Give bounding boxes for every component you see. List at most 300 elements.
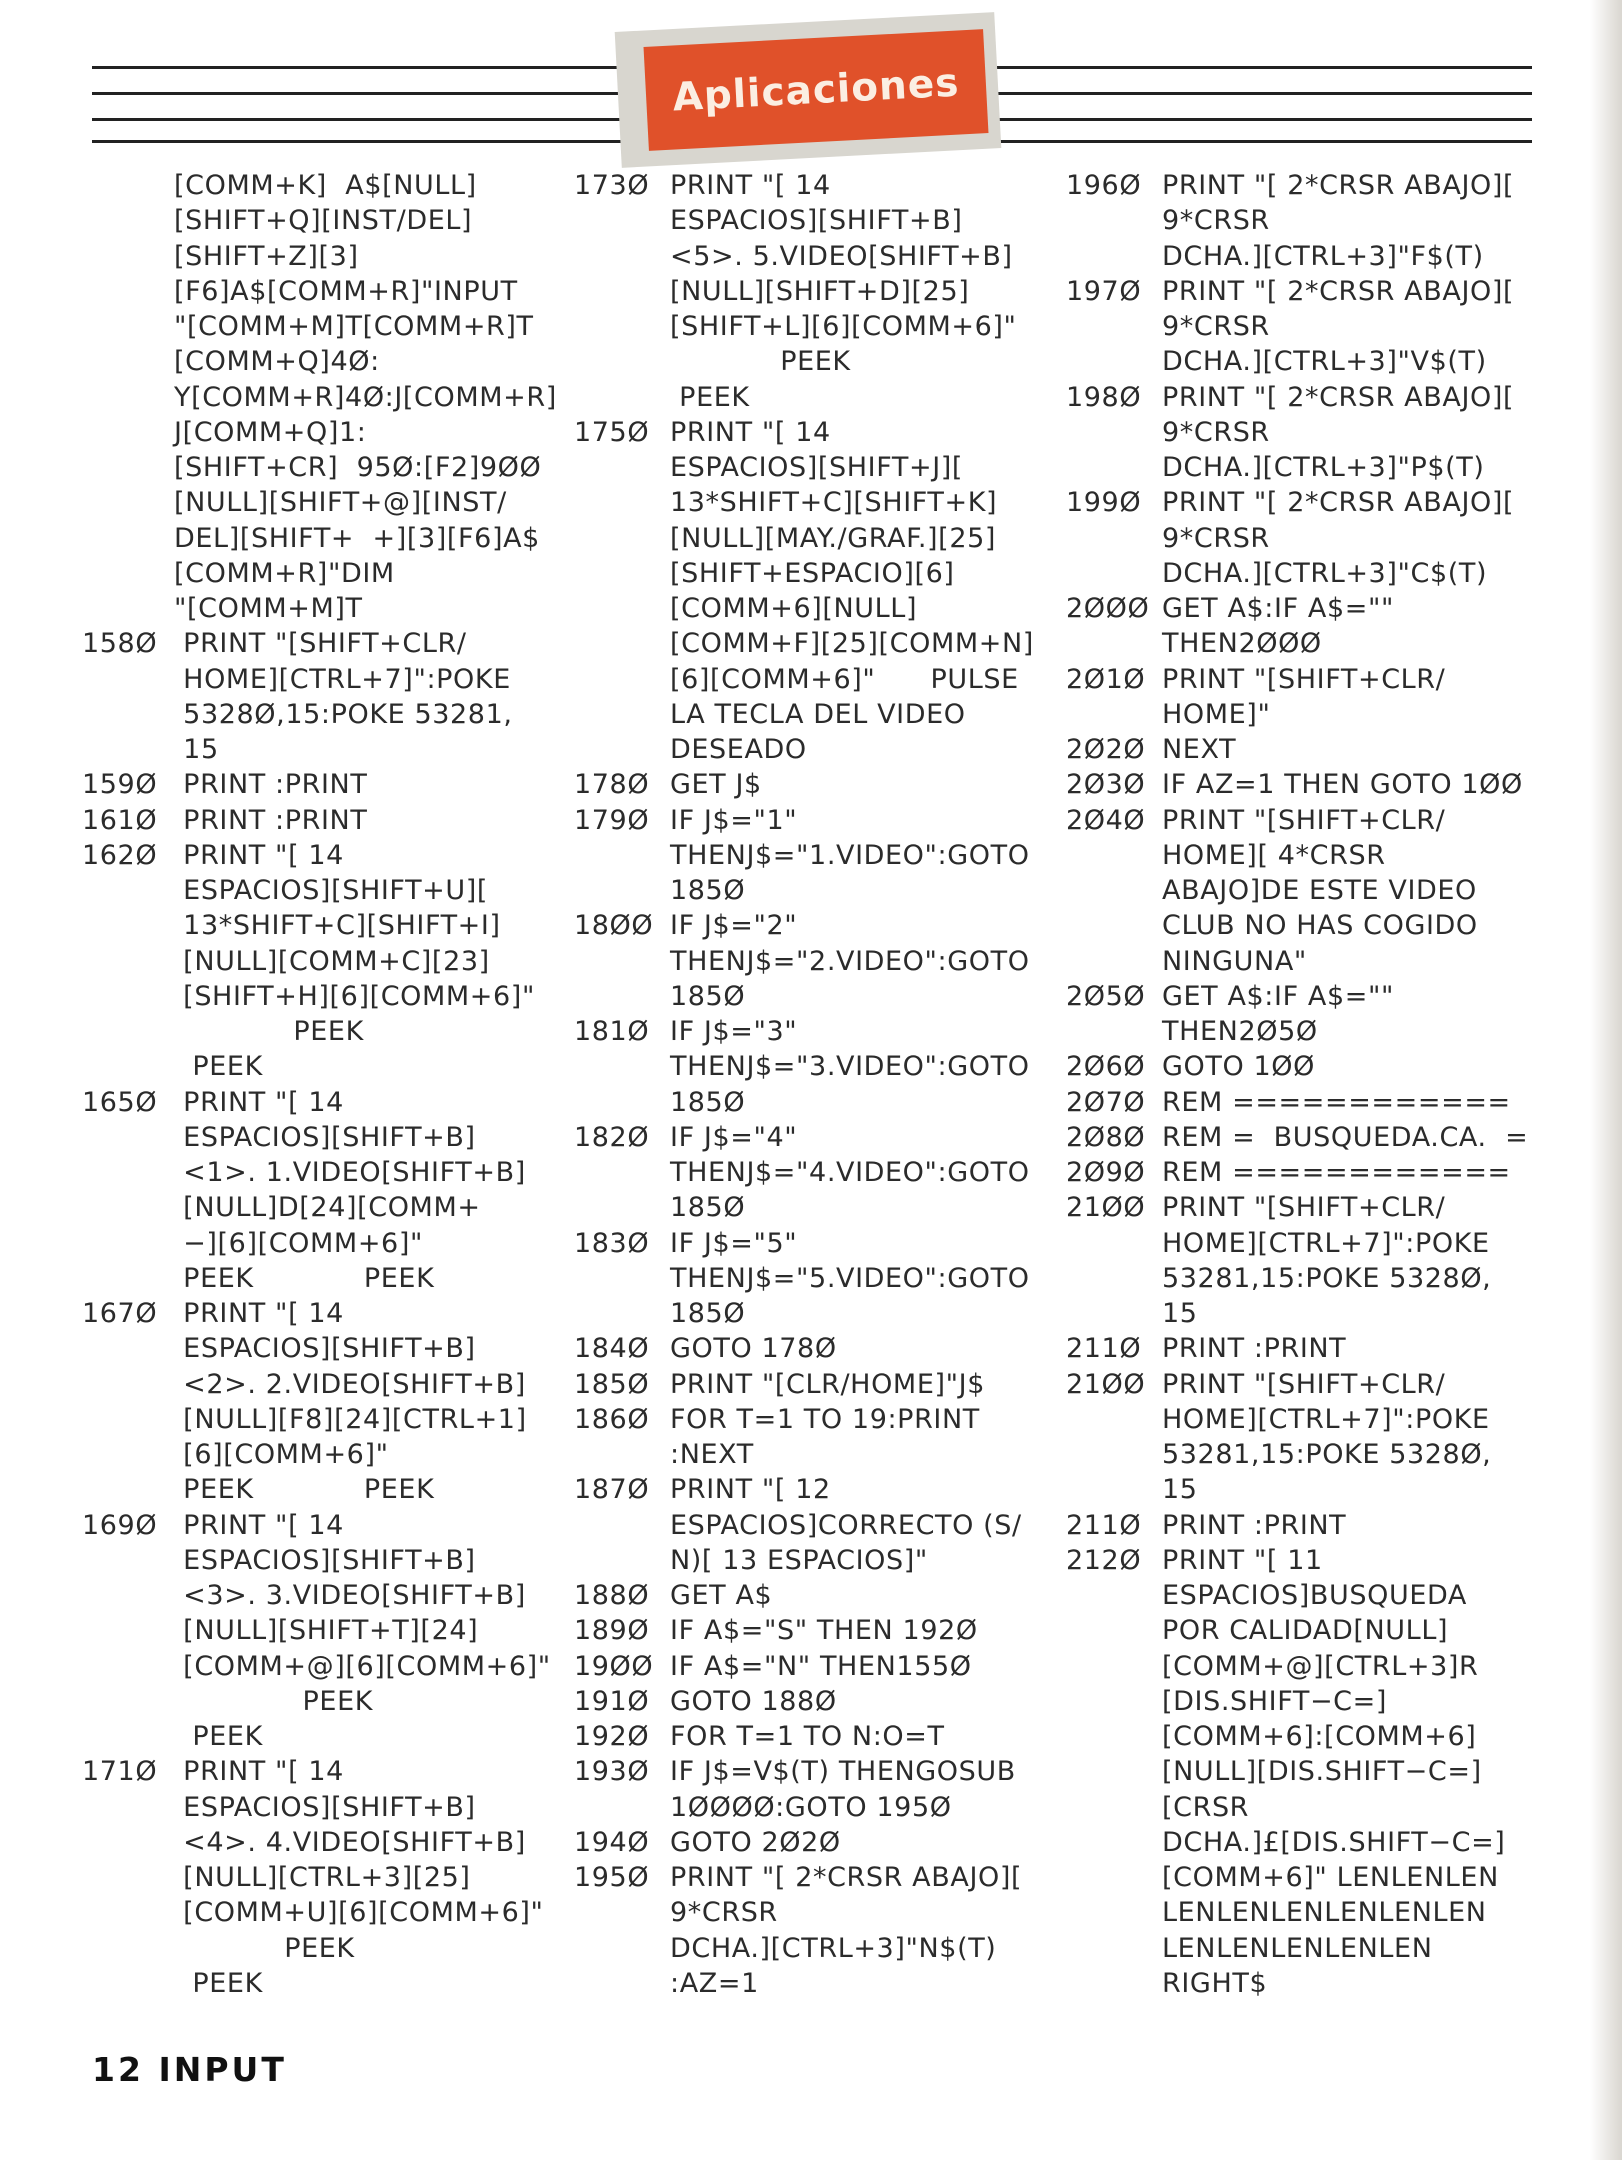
- code-line: [1066, 274, 1530, 309]
- line-number: 19ØØ: [574, 1650, 654, 1682]
- code-line: [1066, 1296, 1530, 1331]
- line-number: 2Ø1Ø: [1066, 663, 1146, 695]
- code-line: [1066, 1613, 1530, 1648]
- code-text: IF A$="S" THEN 192Ø: [670, 1615, 978, 1647]
- code-line: [574, 1578, 1052, 1613]
- code-line: [82, 1085, 552, 1120]
- code-line: [82, 274, 552, 309]
- code-text: IF J$=V$(T) THENGOSUB: [670, 1756, 1016, 1788]
- code-text: IF AZ=1 THEN GOTO 1ØØ: [1162, 769, 1523, 801]
- code-line: [82, 1860, 552, 1895]
- code-line: [1066, 1508, 1530, 1543]
- code-text: 9*CRSR: [1162, 205, 1270, 237]
- code-line: [82, 1931, 552, 1966]
- code-line: [1066, 873, 1530, 908]
- code-text: PRINT "[ 14: [670, 416, 831, 448]
- line-number: 162Ø: [82, 839, 158, 871]
- code-line: [82, 697, 552, 732]
- code-text: 185Ø: [670, 1192, 746, 1224]
- code-text: PEEK: [174, 1685, 374, 1717]
- line-number: 2Ø9Ø: [1066, 1157, 1146, 1188]
- code-text: [COMM+@][CTRL+3]R: [1162, 1650, 1479, 1682]
- code-text: 15: [174, 734, 219, 765]
- code-line: [82, 1613, 552, 1648]
- code-line: [82, 1120, 552, 1155]
- code-text: 1ØØØØ:GOTO 195Ø: [670, 1791, 952, 1823]
- code-text: CLUB NO HAS COGIDO: [1162, 910, 1478, 942]
- code-text: PRINT "[ 14: [670, 170, 831, 201]
- code-line: [82, 1790, 552, 1825]
- code-line: [574, 203, 1052, 238]
- code-line: [1066, 1754, 1530, 1789]
- code-line: [82, 1261, 552, 1296]
- code-line: [1066, 344, 1530, 379]
- code-line: [82, 239, 552, 274]
- code-text: 9*CRSR: [1162, 522, 1270, 554]
- code-text: ESPACIOS][SHIFT+U][: [174, 875, 489, 906]
- code-text: PEEK: [174, 1051, 263, 1083]
- line-number: 21ØØ: [1066, 1192, 1146, 1224]
- code-text: J[COMM+Q]1:: [174, 416, 367, 448]
- code-line: [574, 1895, 1052, 1930]
- code-line: [574, 1719, 1052, 1754]
- code-line: [82, 1472, 552, 1507]
- code-line: [82, 1402, 552, 1437]
- code-text: IF J$="5": [670, 1227, 798, 1259]
- code-text: [COMM+6]:[COMM+6]: [1162, 1721, 1477, 1752]
- code-line: [1066, 1049, 1530, 1084]
- code-line: [574, 1613, 1052, 1648]
- code-text: ESPACIOS][SHIFT+B]: [174, 1544, 476, 1576]
- code-text: PRINT :PRINT: [174, 769, 368, 801]
- code-line: [574, 944, 1052, 979]
- code-line: [1066, 1472, 1530, 1507]
- code-line: [574, 979, 1052, 1014]
- code-text: "[COMM+M]T: [174, 593, 363, 624]
- page-number: 12: [92, 2050, 144, 2089]
- line-number: 181Ø: [574, 1016, 650, 1047]
- code-line: [574, 591, 1052, 626]
- code-line: [1066, 732, 1530, 767]
- code-text: PRINT "[ 2*CRSR ABAJO][: [1162, 275, 1515, 307]
- code-line: [1066, 1860, 1530, 1895]
- code-line: [82, 415, 552, 450]
- code-line: [574, 239, 1052, 274]
- code-text: DCHA.][CTRL+3]"F$(T): [1162, 240, 1484, 272]
- line-number: 2Ø2Ø: [1066, 734, 1146, 765]
- code-text: PRINT "[ 14: [174, 839, 344, 871]
- line-number: 183Ø: [574, 1227, 650, 1259]
- code-line: [82, 1190, 552, 1225]
- code-text: GET A$: [670, 1580, 773, 1611]
- code-text: PEEK: [174, 1721, 263, 1752]
- code-text: ESPACIOS][SHIFT+J][: [670, 452, 964, 483]
- code-text: ESPACIOS][SHIFT+B]: [174, 1791, 476, 1823]
- code-line: [1066, 1120, 1530, 1155]
- code-line: [82, 1684, 552, 1719]
- line-number: 2Ø5Ø: [1066, 980, 1146, 1012]
- code-text: HOME]": [1162, 698, 1271, 730]
- code-column-2: [574, 168, 1052, 2001]
- code-text: PEEK: [174, 1932, 355, 1964]
- code-text: [COMM+Q]4Ø:: [174, 346, 380, 378]
- code-line: [574, 309, 1052, 344]
- section-tag: [644, 29, 989, 151]
- code-text: IF J$="3": [670, 1016, 798, 1047]
- code-line: [1066, 415, 1530, 450]
- code-line: [1066, 838, 1530, 873]
- code-text: REM = BUSQUEDA.CA. =: [1162, 1121, 1529, 1153]
- code-line: [1066, 1226, 1530, 1261]
- code-text: IF A$="N" THEN155Ø: [670, 1650, 972, 1682]
- line-number: 2Ø7Ø: [1066, 1086, 1146, 1118]
- code-text: <2>. 2.VIDEO[SHIFT+B]: [174, 1368, 526, 1400]
- code-line: [1066, 380, 1530, 415]
- code-text: PRINT "[ 2*CRSR ABAJO][: [670, 1862, 1023, 1893]
- code-line: [574, 1931, 1052, 1966]
- code-text: 15: [1162, 1298, 1198, 1329]
- code-text: [SHIFT+ESPACIO][6]: [670, 557, 955, 589]
- code-line: [1066, 1825, 1530, 1860]
- line-number: 191Ø: [574, 1685, 650, 1717]
- code-line: [1066, 1966, 1530, 2001]
- page-edge-shadow: [1590, 0, 1622, 2160]
- code-line: [574, 1226, 1052, 1261]
- code-text: PRINT "[SHIFT+CLR/: [1162, 663, 1446, 695]
- code-line: [574, 1296, 1052, 1331]
- code-line: [82, 1296, 552, 1331]
- code-line: [82, 1966, 552, 2001]
- code-text: THENJ$="1.VIDEO":GOTO: [670, 839, 1030, 871]
- code-line: [82, 662, 552, 697]
- code-line: [1066, 1402, 1530, 1437]
- code-line: [1066, 168, 1530, 203]
- code-line: [82, 1226, 552, 1261]
- code-line: [82, 556, 552, 591]
- line-number: 178Ø: [574, 769, 650, 801]
- code-line: [1066, 1543, 1530, 1578]
- line-number: 211Ø: [1066, 1333, 1142, 1365]
- code-text: [SHIFT+Z][3]: [174, 240, 359, 272]
- line-number: 193Ø: [574, 1756, 650, 1788]
- code-text: "[COMM+M]T[COMM+R]T: [174, 311, 534, 342]
- code-line: [574, 1120, 1052, 1155]
- code-line: [1066, 697, 1530, 732]
- code-text: [6][COMM+6]" PULSE: [670, 663, 1019, 695]
- code-text: PRINT "[SHIFT+CLR/: [1162, 804, 1446, 836]
- code-line: [82, 1895, 552, 1930]
- code-text: REM ============: [1162, 1086, 1511, 1118]
- code-line: [1066, 521, 1530, 556]
- code-text: HOME][CTRL+7]":POKE: [174, 663, 511, 695]
- code-text: [NULL][SHIFT+D][25]: [670, 275, 970, 307]
- code-line: [574, 1684, 1052, 1719]
- code-line: [82, 1014, 552, 1049]
- code-line: [574, 1472, 1052, 1507]
- code-line: [1066, 1931, 1530, 1966]
- code-line: [1066, 626, 1530, 661]
- code-text: POR CALIDAD[NULL]: [1162, 1615, 1449, 1647]
- code-line: [82, 309, 552, 344]
- code-column-1: [82, 168, 557, 2001]
- code-line: [1066, 662, 1530, 697]
- code-text: [COMM+F][25][COMM+N]: [670, 628, 1034, 660]
- code-text: GOTO 1ØØ: [1162, 1051, 1315, 1083]
- code-text: [F6]A$[COMM+R]"INPUT: [174, 275, 518, 307]
- code-text: 13*SHIFT+C][SHIFT+I]: [174, 910, 501, 942]
- code-line: [574, 626, 1052, 661]
- line-number: 194Ø: [574, 1826, 650, 1858]
- code-line: [82, 1543, 552, 1578]
- code-text: PEEK: [670, 381, 750, 413]
- code-text: PRINT :PRINT: [1162, 1333, 1347, 1365]
- code-line: [574, 1543, 1052, 1578]
- code-text: [6][COMM+6]": [174, 1439, 389, 1470]
- line-number: 188Ø: [574, 1580, 650, 1611]
- code-line: [574, 1437, 1052, 1472]
- code-text: PRINT "[ 14: [174, 1509, 344, 1541]
- code-text: [NULL][MAY./GRAF.][25]: [670, 522, 997, 554]
- code-line: [574, 1402, 1052, 1437]
- code-text: HOME][CTRL+7]":POKE: [1162, 1227, 1490, 1259]
- code-line: [574, 1190, 1052, 1225]
- line-number: 199Ø: [1066, 487, 1142, 519]
- code-line: [574, 1049, 1052, 1084]
- code-text: PRINT "[ 14: [174, 1756, 344, 1788]
- line-number: 165Ø: [82, 1086, 158, 1118]
- code-text: Y[COMM+R]4Ø:J[COMM+R]: [174, 381, 557, 413]
- line-number: 196Ø: [1066, 170, 1142, 201]
- code-text: :AZ=1: [670, 1967, 759, 1999]
- code-text: ABAJO]DE ESTE VIDEO: [1162, 875, 1477, 906]
- code-line: [1066, 1895, 1530, 1930]
- code-text: PRINT "[SHIFT+CLR/: [1162, 1368, 1446, 1400]
- code-line: [574, 1860, 1052, 1895]
- code-line: [82, 1578, 552, 1613]
- code-line: [574, 1085, 1052, 1120]
- code-text: IF J$="4": [670, 1121, 798, 1153]
- code-text: PRINT "[ 2*CRSR ABAJO][: [1162, 487, 1515, 519]
- code-text: PRINT "[ 12: [670, 1474, 831, 1506]
- code-line: [574, 1367, 1052, 1402]
- code-text: THENJ$="3.VIDEO":GOTO: [670, 1051, 1030, 1083]
- code-text: PRINT "[ 14: [174, 1086, 344, 1118]
- page-footer: [92, 2050, 287, 2089]
- code-text: PRINT "[SHIFT+CLR/: [1162, 1192, 1446, 1224]
- line-number: 211Ø: [1066, 1509, 1142, 1541]
- line-number: 212Ø: [1066, 1544, 1142, 1576]
- code-line: [1066, 1578, 1530, 1613]
- code-line: [82, 873, 552, 908]
- code-text: ESPACIOS][SHIFT+B]: [670, 205, 963, 237]
- code-line: [574, 662, 1052, 697]
- line-number: 161Ø: [82, 804, 158, 836]
- code-text: THENJ$="4.VIDEO":GOTO: [670, 1157, 1030, 1188]
- code-text: [COMM+6]" LENLENLEN: [1162, 1862, 1499, 1893]
- code-line: [574, 803, 1052, 838]
- code-text: 185Ø: [670, 1298, 746, 1329]
- code-text: [SHIFT+CR] 95Ø:[F2]9ØØ: [174, 452, 542, 483]
- code-line: [574, 873, 1052, 908]
- code-text: THEN2ØØØ: [1162, 628, 1322, 660]
- code-text: [COMM+R]"DIM: [174, 557, 395, 589]
- code-text: ESPACIOS][SHIFT+B]: [174, 1333, 476, 1365]
- code-text: [NULL][F8][24][CTRL+1]: [174, 1403, 527, 1435]
- code-text: PEEK: [670, 346, 851, 378]
- code-text: LA TECLA DEL VIDEO: [670, 698, 966, 730]
- code-text: PRINT "[ 2*CRSR ABAJO][: [1162, 170, 1515, 201]
- code-line: [574, 274, 1052, 309]
- line-number: 18ØØ: [574, 910, 654, 942]
- line-number: 158Ø: [82, 628, 158, 660]
- code-text: GOTO 2Ø2Ø: [670, 1826, 841, 1858]
- code-text: GOTO 178Ø: [670, 1333, 837, 1365]
- code-text: REM ============: [1162, 1157, 1511, 1188]
- code-text: LENLENLENLENLEN: [1162, 1932, 1433, 1964]
- code-text: PEEK PEEK: [174, 1262, 435, 1294]
- code-line: [574, 556, 1052, 591]
- code-line: [574, 450, 1052, 485]
- code-line: [1066, 556, 1530, 591]
- code-text: THEN2Ø5Ø: [1162, 1016, 1318, 1047]
- code-line: [82, 1508, 552, 1543]
- code-text: PRINT :PRINT: [174, 804, 368, 836]
- line-number: 185Ø: [574, 1368, 650, 1400]
- code-text: 9*CRSR: [1162, 416, 1270, 448]
- code-line: [574, 1649, 1052, 1684]
- code-text: RIGHT$: [1162, 1967, 1268, 1999]
- code-line: [82, 944, 552, 979]
- code-line: [82, 767, 552, 802]
- line-number: 175Ø: [574, 416, 650, 448]
- code-line: [1066, 1437, 1530, 1472]
- code-line: [82, 521, 552, 556]
- code-text: <5>. 5.VIDEO[SHIFT+B]: [670, 240, 1013, 272]
- code-text: 185Ø: [670, 875, 746, 906]
- code-line: [574, 697, 1052, 732]
- code-line: [82, 626, 552, 661]
- code-text: DCHA.][CTRL+3]"V$(T): [1162, 346, 1487, 378]
- line-number: 197Ø: [1066, 275, 1142, 307]
- code-text: [COMM+6][NULL]: [670, 593, 918, 624]
- code-text: HOME][CTRL+7]":POKE: [1162, 1403, 1490, 1435]
- code-text: [NULL][DIS.SHIFT−C=]: [1162, 1756, 1482, 1788]
- code-text: 13*SHIFT+C][SHIFT+K]: [670, 487, 998, 519]
- line-number: 173Ø: [574, 170, 650, 201]
- code-text: FOR T=1 TO 19:PRINT: [670, 1403, 980, 1435]
- code-line: [82, 908, 552, 943]
- code-text: 53281,15:POKE 5328Ø,: [1162, 1439, 1492, 1470]
- code-text: [COMM+K] A$[NULL]: [174, 170, 477, 201]
- code-line: [1066, 1331, 1530, 1366]
- code-text: <1>. 1.VIDEO[SHIFT+B]: [174, 1157, 526, 1188]
- code-line: [82, 732, 552, 767]
- code-line: [574, 1155, 1052, 1190]
- code-line: [1066, 450, 1530, 485]
- code-line: [82, 450, 552, 485]
- code-line: [82, 1649, 552, 1684]
- code-line: [1066, 1014, 1530, 1049]
- line-number: 187Ø: [574, 1474, 650, 1506]
- code-text: ESPACIOS]BUSQUEDA: [1162, 1580, 1467, 1611]
- code-line: [574, 1261, 1052, 1296]
- line-number: 171Ø: [82, 1756, 158, 1788]
- code-line: [574, 1825, 1052, 1860]
- code-line: [82, 1331, 552, 1366]
- code-line: [82, 1754, 552, 1789]
- code-line: [574, 1331, 1052, 1366]
- code-line: [1066, 1367, 1530, 1402]
- code-text: PEEK PEEK: [174, 1474, 435, 1506]
- code-line: [1066, 1719, 1530, 1754]
- code-text: PRINT "[ 2*CRSR ABAJO][: [1162, 381, 1515, 413]
- code-text: IF J$="2": [670, 910, 798, 942]
- code-text: N)[ 13 ESPACIOS]": [670, 1544, 928, 1576]
- line-number: 21ØØ: [1066, 1368, 1146, 1400]
- code-line: [574, 168, 1052, 203]
- line-number: 2Ø6Ø: [1066, 1051, 1146, 1083]
- code-line: [574, 1966, 1052, 2001]
- code-text: IF J$="1": [670, 804, 798, 836]
- code-text: THENJ$="2.VIDEO":GOTO: [670, 945, 1030, 977]
- code-text: 9*CRSR: [1162, 311, 1270, 342]
- code-text: DEL][SHIFT+ +][3][F6]A$: [174, 522, 540, 554]
- code-line: [574, 732, 1052, 767]
- code-text: 5328Ø,15:POKE 53281,: [174, 698, 513, 730]
- code-line: [1066, 1649, 1530, 1684]
- code-text: [SHIFT+Q][INST/DEL]: [174, 205, 473, 237]
- code-text: [COMM+U][6][COMM+6]": [174, 1897, 544, 1929]
- code-line: [574, 1790, 1052, 1825]
- line-number: 2Ø8Ø: [1066, 1121, 1146, 1153]
- code-line: [82, 380, 557, 415]
- code-text: 185Ø: [670, 980, 746, 1012]
- line-number: 167Ø: [82, 1298, 158, 1329]
- code-line: [574, 521, 1052, 556]
- code-text: <3>. 3.VIDEO[SHIFT+B]: [174, 1580, 526, 1611]
- code-line: [1066, 203, 1530, 238]
- code-text: [NULL][CTRL+3][25]: [174, 1862, 471, 1893]
- line-number: 2ØØØ: [1066, 593, 1150, 624]
- code-line: [82, 1155, 552, 1190]
- line-number: 159Ø: [82, 769, 158, 801]
- code-line: [1066, 1155, 1530, 1190]
- code-text: [CRSR: [1162, 1791, 1250, 1823]
- code-line: [574, 838, 1052, 873]
- code-text: THENJ$="5.VIDEO":GOTO: [670, 1262, 1030, 1294]
- line-number: 186Ø: [574, 1403, 650, 1435]
- code-text: DCHA.]£[DIS.SHIFT−C=]: [1162, 1826, 1506, 1858]
- code-text: 15: [1162, 1474, 1198, 1506]
- code-line: [82, 803, 552, 838]
- code-line: [1066, 908, 1530, 943]
- code-text: GOTO 188Ø: [670, 1685, 837, 1717]
- code-text: 185Ø: [670, 1086, 746, 1118]
- code-text: ESPACIOS]CORRECTO (S/: [670, 1509, 1022, 1541]
- magazine-name: INPUT: [158, 2050, 287, 2089]
- line-number: 184Ø: [574, 1333, 650, 1365]
- code-text: :NEXT: [670, 1439, 754, 1470]
- code-text: FOR T=1 TO N:O=T: [670, 1721, 945, 1752]
- code-text: 9*CRSR: [670, 1897, 778, 1929]
- code-line: [82, 979, 552, 1014]
- code-text: DCHA.][CTRL+3]"N$(T): [670, 1932, 997, 1964]
- code-line: [1066, 767, 1530, 802]
- code-text: [COMM+@][6][COMM+6]": [174, 1650, 551, 1682]
- code-text: GET J$: [670, 769, 762, 801]
- code-line: [574, 1014, 1052, 1049]
- code-line: [574, 767, 1052, 802]
